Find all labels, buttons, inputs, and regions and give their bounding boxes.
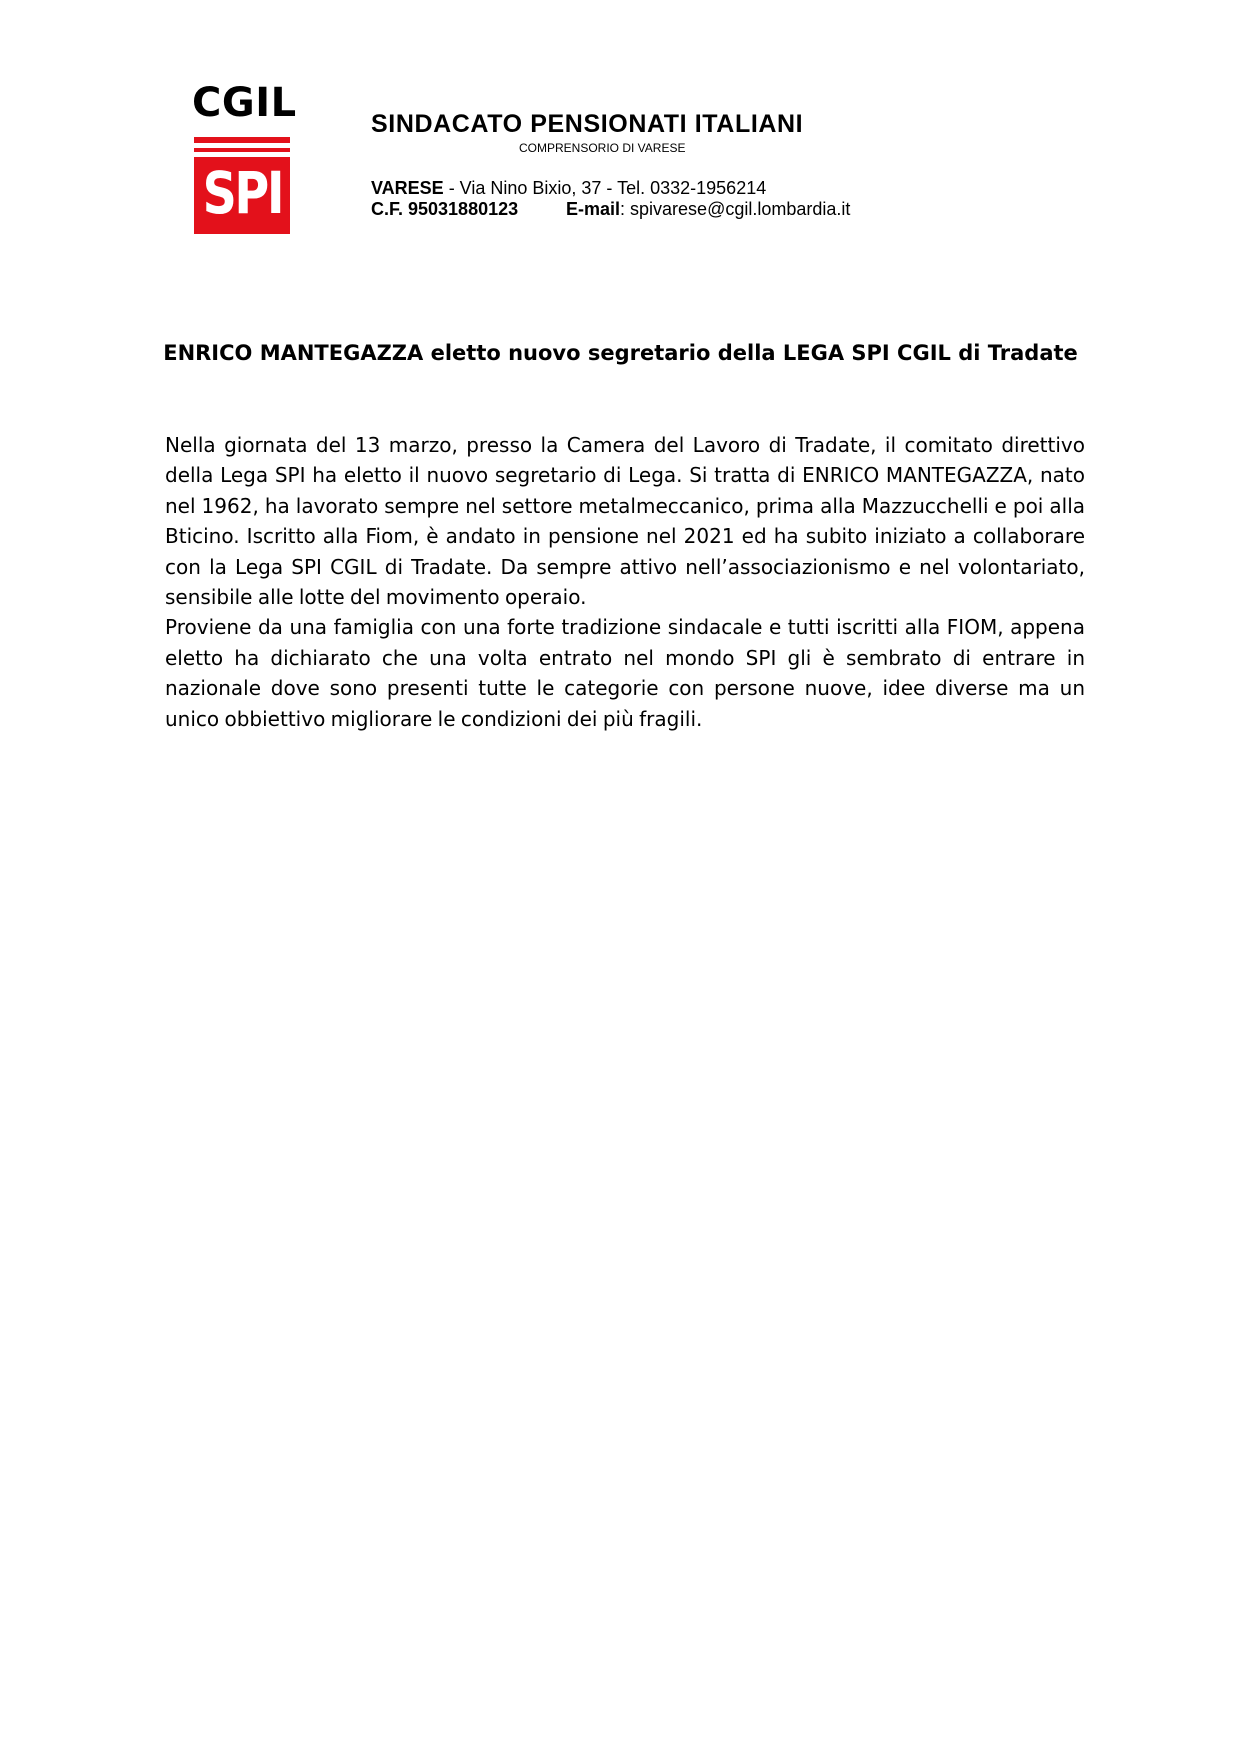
article-paragraph: Nella giornata del 13 marzo, presso la Camera del Lavoro di Tradate, il comitato direttivo della Lega SPI ha eletto il nuovo segretario di Lega. Si tratta di ENRICO MANTEGAZZA, nato nel 1962, ha lavorato sempre nel settore metalmeccanico, prima alla Mazzucchelli e poi alla Bticino. Iscritto alla Fiom, è andato in pensione nel 2021 ed ha subito iniziato a collaborare con la Lega SPI CGIL di Tradate. Da sempre attivo nell’associazionismo e nel volontariato, sensibile alle lotte del movimento operaio. (165, 433, 1085, 610)
article-title: ENRICO MANTEGAZZA eletto nuovo segretario della LEGA SPI CGIL di Tradate (163, 341, 1078, 365)
fiscal-code: C.F. 95031880123 (371, 199, 519, 219)
address-city: VARESE (371, 178, 444, 198)
address-line (371, 178, 766, 199)
organization-name: SINDACATO PENSIONATI ITALIANI (371, 110, 804, 138)
email-label: E-mail (566, 199, 621, 219)
logo-cgil-text: CGIL (192, 80, 297, 126)
address-details: - Via Nino Bixio, 37 - Tel. 0332-1956214 (443, 178, 767, 198)
logo-spi-text: SPI (202, 159, 283, 227)
article-paragraph: Proviene da una famiglia con una forte tradizione sindacale e tutti iscritti alla FIOM, appena eletto ha dichiarato che una volta entrato nel mondo SPI gli è sembrato di entrare in nazionale dove sono presenti tutte le categorie con persone nuove, idee diverse ma un unico obbiettivo migliorare le condizioni dei più fragili. (165, 615, 1085, 731)
logo-stripe (194, 152, 290, 157)
organization-subtitle: COMPRENSORIO DI VARESE (519, 141, 686, 155)
logo-stripe (194, 143, 290, 148)
logo-spi-box (194, 137, 290, 234)
article-body (165, 430, 1085, 734)
email-address: : spivarese@cgil.lombardia.it (620, 199, 851, 219)
email-line (566, 199, 850, 220)
